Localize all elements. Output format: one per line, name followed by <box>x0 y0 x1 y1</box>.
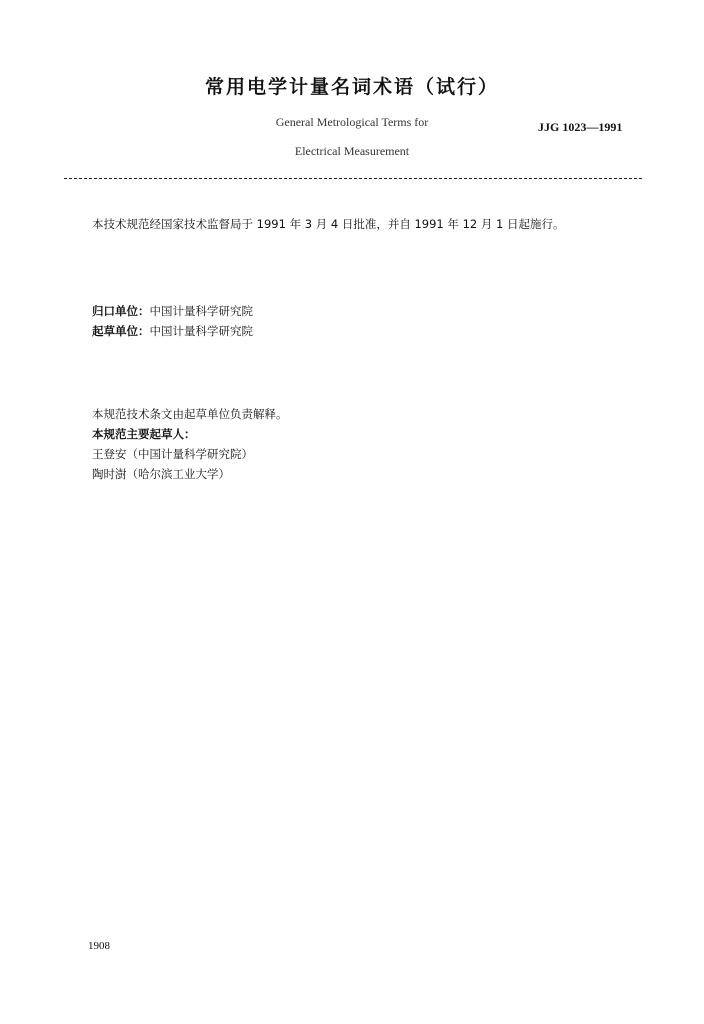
responsible-unit-line <box>92 301 253 321</box>
responsible-unit-label: 归口单位： <box>92 304 150 318</box>
units-section <box>92 301 253 341</box>
drafting-unit-label: 起草单位： <box>92 324 150 338</box>
header-divider <box>64 178 642 179</box>
drafters-section <box>92 404 288 484</box>
main-drafters-label: 本规范主要起草人： <box>92 427 196 441</box>
drafting-unit-line <box>92 321 253 341</box>
responsible-unit-value: 中国计量科学研究院 <box>149 304 253 318</box>
drafter-entry: 王登安（中国计量科学研究院） <box>92 447 253 461</box>
document-code: JJG 1023—1991 <box>538 120 623 134</box>
page-number: 1908 <box>88 940 110 952</box>
document-title-english-line1: General Metrological Terms for <box>275 115 429 129</box>
approval-statement: 本技术规范经国家技术监督局于 1991 年 3 月 4 日批准，并自 1991 年 12 月 1 日起施行。 <box>92 217 565 231</box>
document-title-english-line2: Electrical Measurement <box>294 144 410 158</box>
interpretation-note: 本规范技术条文由起草单位负责解释。 <box>92 407 288 421</box>
document-title-chinese: 常用电学计量名词术语（试行） <box>204 76 499 98</box>
drafting-unit-value: 中国计量科学研究院 <box>149 324 253 338</box>
drafter-entry: 陶时澍（哈尔滨工业大学） <box>92 467 230 481</box>
